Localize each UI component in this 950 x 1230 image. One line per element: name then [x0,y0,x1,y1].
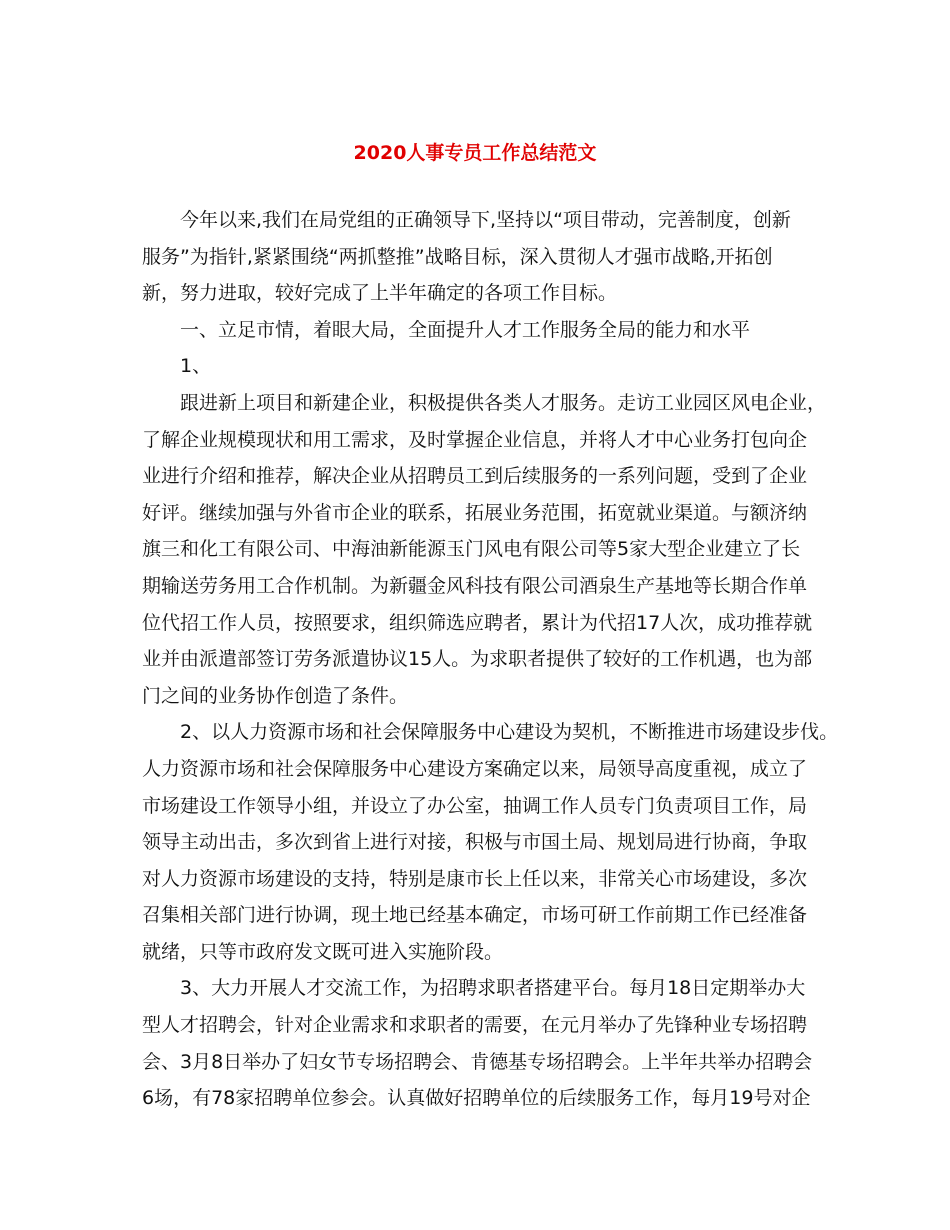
text-line: 6场，有78家招聘单位参会。认真做好招聘单位的后续服务工作，每月19号对企 [142,1087,811,1110]
text-line: 位代招工作人员，按照要求，组织筛选应聘者，累计为代招17人次，成功推荐就 [142,611,813,634]
document-title: 2020人事专员工作总结范文 [353,142,597,164]
text-line: 好评。继续加强与外省市企业的联系，拓展业务范围，拓宽就业渠道。与额济纳 [142,501,808,524]
document-body [142,202,839,1117]
text-line: 业并由派遣部签订劳务派遣协议15人。为求职者提供了较好的工作机遇，也为部 [142,648,813,671]
text-line: 对人力资源市场建设的支持，特别是康市长上任以来，非常关心市场建设，多次 [142,867,808,890]
text-line: 型人才招聘会，针对企业需求和求职者的需要，在元月举办了先锋种业专场招聘 [142,1014,808,1037]
text-line: 召集相关部门进行协调，现土地已经基本确定，市场可研工作前期工作已经准备 [142,904,808,927]
text-line: 服务”为指针,紧紧围绕“两抓整推”战略目标，深入贯彻人才强市战略,开拓创 [142,245,773,268]
text-line: 人力资源市场和社会保障服务中心建设方案确定以来，局领导高度重视，成立了 [142,757,808,780]
text-line: 门之间的业务协作创造了条件。 [142,684,409,707]
text-line: 今年以来,我们在局党组的正确领导下,坚持以“项目带动，完善制度，创新 [180,209,791,231]
text-line: 3、大力开展人才交流工作，为招聘求职者搭建平台。每月18日定期举办大 [180,977,806,1000]
text-line: 跟进新上项目和新建企业，积极提供各类人才服务。走访工业园区风电企业， [180,391,827,414]
text-line: 领导主动出击，多次到省上进行对接，积极与市国土局、规划局进行协商，争取 [142,831,808,854]
text-line: 期输送劳务用工合作机制。为新疆金风科技有限公司酒泉生产基地等长期合作单 [142,574,808,597]
text-line: 市场建设工作领导小组，并设立了办公室，抽调工作人员专门负责项目工作，局 [142,794,808,817]
text-line: 会、3月8日举办了妇女节专场招聘会、肯德基专场招聘会。上半年共举办招聘会 [142,1050,813,1073]
text-line: 就绪，只等市政府发文既可进入实施阶段。 [142,940,504,963]
text-line: 了解企业规模现状和用工需求，及时掌握企业信息，并将人才中心业务打包向企 [142,428,808,451]
text-line: 业进行介绍和推荐，解决企业从招聘员工到后续服务的一系列问题，受到了企业 [142,465,808,488]
item-number: 1、 [180,355,212,378]
text-line: 旗三和化工有限公司、中海油新能源玉门风电有限公司等5家大型企业建立了长 [142,538,801,561]
text-line: 2、以人力资源市场和社会保障服务中心建设为契机，不断推进市场建设步伐。 [180,721,839,744]
section-heading: 一、立足市情，着眼大局，全面提升人才工作服务全局的能力和水平 [180,318,751,341]
text-line: 新，努力进取，较好完成了上半年确定的各项工作目标。 [142,282,618,305]
